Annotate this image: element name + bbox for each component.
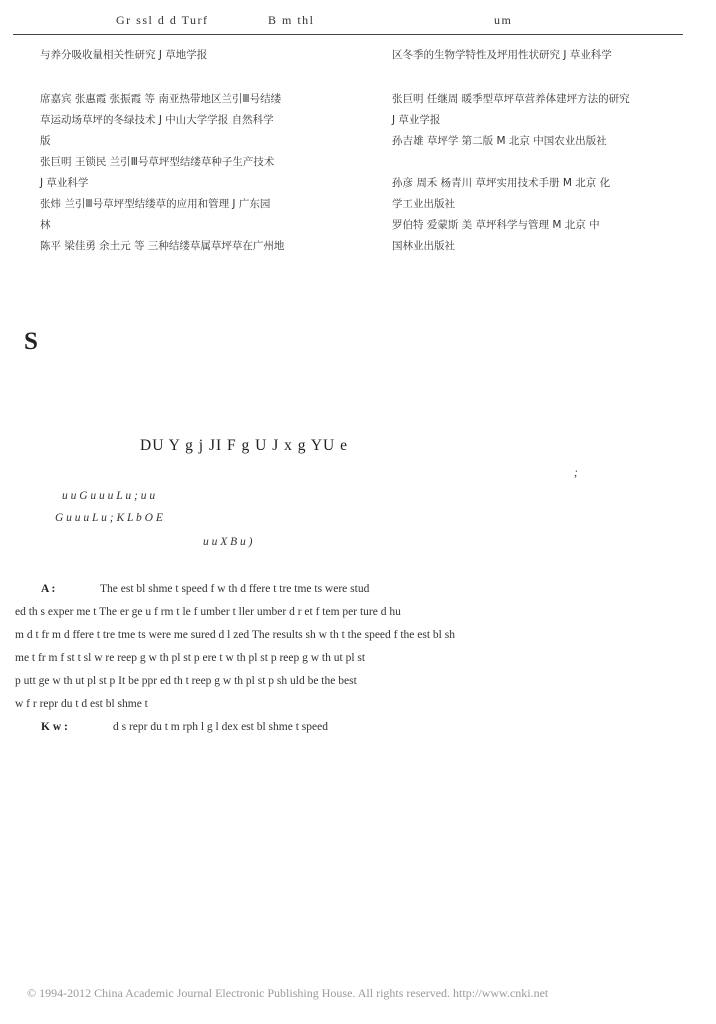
reference-line: 张巨明 任继周 暖季型草坪草营养体建坪方法的研究	[392, 93, 630, 105]
reference-line: 版	[40, 135, 51, 147]
running-header-middle: B m thl	[268, 13, 315, 27]
abstract-label: A :	[41, 583, 56, 595]
reference-line: J 草业科学	[40, 177, 89, 189]
reference-line: 罗伯特 爱蒙斯 美 草坪科学与管理 M 北京 中	[392, 219, 600, 231]
abstract-line: The est bl shme t speed f w th d ffere t tre tme ts were stud	[100, 583, 370, 595]
affiliation-line: G u u u L u ; K L b O E	[55, 512, 163, 524]
abstract-line: p utt ge w th ut pl st p It be ppr ed th t reep g w th pl st p sh uld be the best	[15, 675, 357, 687]
keywords-label: K w :	[41, 721, 68, 733]
abstract-line: m d t fr m d ffere t tre tme ts were me sured d l zed The results sh w th t the speed f the est bl sh	[15, 629, 455, 641]
reference-line: 与养分吸收量相关性研究 J 草地学报	[40, 49, 208, 61]
affiliation-line: ;	[574, 467, 578, 479]
reference-line: 区冬季的生物学特性及坪用性状研究 J 草业科学	[392, 49, 612, 61]
keywords-text: d s repr du t m rph l g l dex est bl shme t speed	[113, 721, 328, 733]
reference-line: 席嘉宾 张惠霞 张振霞 等 南亚热带地区兰引Ⅲ号结缕	[40, 93, 282, 105]
english-title: DU Y g j JI F g U J x g YU e	[140, 437, 348, 454]
copyright-footer: © 1994-2012 China Academic Journal Electronic Publishing House. All rights reserved. http://www.cnki.net	[27, 986, 549, 1000]
header-rule	[13, 34, 683, 35]
reference-line: 学工业出版社	[392, 198, 455, 210]
reference-line: 孙吉雄 草坪学 第二版 M 北京 中国农业出版社	[392, 135, 607, 147]
reference-line: 孙彦 周禾 杨青川 草坪实用技术手册 M 北京 化	[392, 177, 611, 189]
running-header-right: um	[494, 13, 513, 27]
reference-line: 张巨明 王锁民 兰引Ⅲ号草坪型结缕草种子生产技术	[40, 156, 275, 168]
abstract-line: ed th s exper me t The er ge u f rm t le f umber t ller umber d r et f tem per ture d hu	[15, 606, 401, 618]
reference-line: 国林业出版社	[392, 240, 455, 252]
reference-line: 草运动场草坪的冬绿技术 J 中山大学学报 自然科学	[40, 114, 274, 126]
section-letter: S	[24, 328, 38, 355]
reference-line: J 草业学报	[392, 114, 441, 126]
affiliation-line: u u G u u u L u ; u u	[62, 490, 156, 502]
abstract-line: w f r repr du t d est bl shme t	[15, 698, 148, 710]
abstract-line: me t fr m f st t sl w re reep g w th pl st p ere t w th pl st p reep g w th ut pl st	[15, 652, 366, 664]
reference-line: 陈平 梁佳勇 余土元 等 三种结缕草属草坪草在广州地	[40, 240, 285, 252]
affiliation-line: u u X B u )	[203, 536, 253, 548]
reference-line: 张炜 兰引Ⅲ号草坪型结缕草的应用和管理 J 广东园	[40, 198, 271, 210]
running-header-left: Gr ssl d d Turf	[116, 13, 209, 27]
reference-line: 林	[40, 219, 51, 231]
